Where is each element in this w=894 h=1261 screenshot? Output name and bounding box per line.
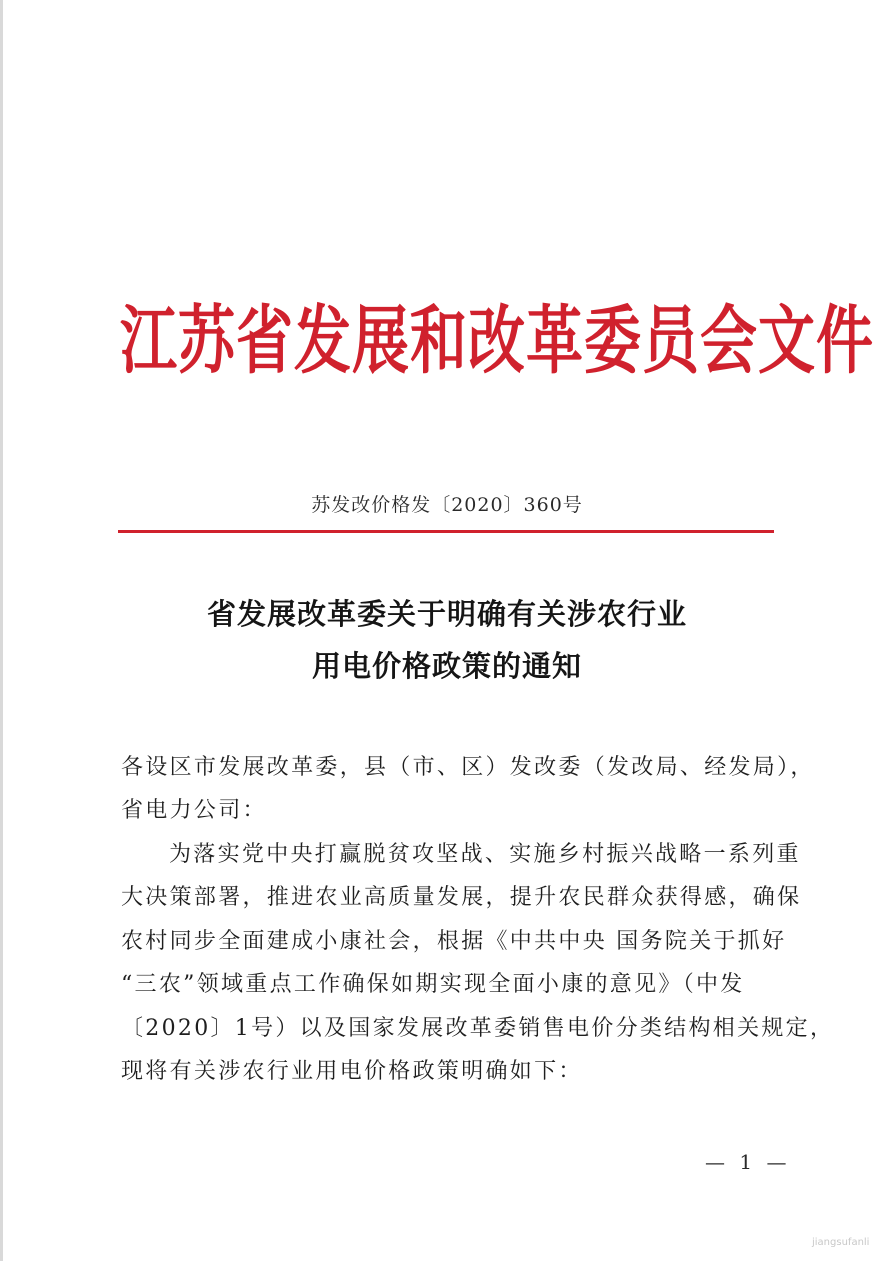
- red-divider-line: [118, 530, 774, 533]
- body-paragraph-line: 〔2020〕1号）以及国家发展改革委销售电价分类结构相关规定，: [121, 1016, 835, 1041]
- body-paragraph-line: 为落实党中央打赢脱贫攻坚战、实施乡村振兴战略一系列重: [169, 842, 801, 867]
- body-paragraph-line: 现将有关涉农行业用电价格政策明确如下：: [121, 1059, 583, 1084]
- body-paragraph-line: 农村同步全面建成小康社会，根据《中共中央 国务院关于抓好: [121, 929, 787, 954]
- notice-title-line-1: 省发展改革委关于明确有关涉农行业: [206, 597, 687, 631]
- watermark: jiangsufanli: [812, 1237, 870, 1248]
- body-paragraph-line: “三农”领域重点工作确保如期实现全面小康的意见》（中发: [121, 972, 745, 997]
- page-number: — 1 —: [705, 1150, 791, 1174]
- masthead-title: 江苏省发展和改革委员会文件: [120, 298, 874, 385]
- body-paragraph-line: 大决策部署，推进农业高质量发展，提升农民群众获得感，确保: [121, 885, 802, 910]
- addressee-line-1: 各设区市发展改革委，县（市、区）发改委（发改局、经发局），: [121, 755, 815, 780]
- notice-title-line-2: 用电价格政策的通知: [311, 649, 582, 683]
- document-number: 苏发改价格发〔2020〕360号: [311, 494, 583, 516]
- addressee-line-2: 省电力公司：: [121, 798, 267, 823]
